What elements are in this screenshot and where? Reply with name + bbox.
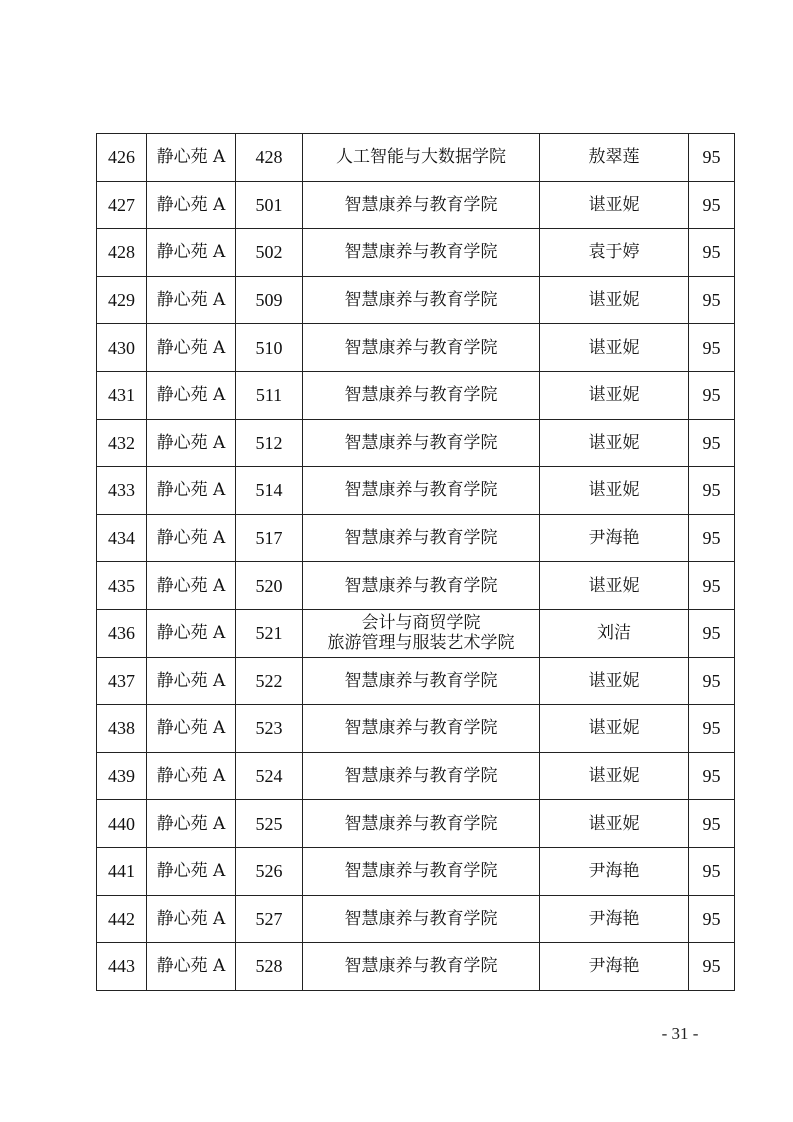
- college-name: 智慧康养与教育学院: [344, 337, 498, 358]
- table-row: [97, 657, 735, 705]
- room-number-cell: 527: [236, 895, 303, 943]
- row-number-cell: 438: [97, 705, 147, 753]
- room-number-cell: 509: [236, 276, 303, 324]
- score-cell: 95: [689, 562, 735, 610]
- row-number-cell: 426: [97, 134, 147, 182]
- college-cell: [303, 847, 540, 895]
- room-number-cell: 523: [236, 705, 303, 753]
- room-number-cell: 528: [236, 943, 303, 991]
- score-cell: 95: [689, 943, 735, 991]
- row-number-cell: 443: [97, 943, 147, 991]
- score-cell: 95: [689, 181, 735, 229]
- teacher-cell: 尹海艳: [540, 895, 689, 943]
- teacher-cell: 谌亚妮: [540, 419, 689, 467]
- row-number-cell: 439: [97, 752, 147, 800]
- college-name: 智慧康养与教育学院: [344, 385, 498, 406]
- row-number-cell: 430: [97, 324, 147, 372]
- table-row: [97, 371, 735, 419]
- college-name: 智慧康养与教育学院: [344, 813, 498, 834]
- table-row: [97, 847, 735, 895]
- score-cell: 95: [689, 276, 735, 324]
- score-cell: 95: [689, 229, 735, 277]
- college-cell: [303, 752, 540, 800]
- room-number-cell: 510: [236, 324, 303, 372]
- score-cell: 95: [689, 657, 735, 705]
- college-name: 智慧康养与教育学院: [344, 290, 498, 311]
- room-number-cell: 524: [236, 752, 303, 800]
- row-number-cell: 428: [97, 229, 147, 277]
- college-cell: [303, 562, 540, 610]
- table-row: [97, 562, 735, 610]
- score-cell: 95: [689, 134, 735, 182]
- building-cell: 静心苑 A: [147, 705, 236, 753]
- teacher-cell: 尹海艳: [540, 943, 689, 991]
- building-cell: 静心苑 A: [147, 324, 236, 372]
- college-name: 旅游管理与服装艺术学院: [327, 633, 515, 654]
- row-number-cell: 440: [97, 800, 147, 848]
- building-cell: 静心苑 A: [147, 609, 236, 657]
- teacher-cell: 谌亚妮: [540, 467, 689, 515]
- table-row: [97, 800, 735, 848]
- room-number-cell: 521: [236, 609, 303, 657]
- table-body: [97, 134, 735, 991]
- room-number-cell: 501: [236, 181, 303, 229]
- building-cell: 静心苑 A: [147, 943, 236, 991]
- building-cell: 静心苑 A: [147, 514, 236, 562]
- college-cell: [303, 609, 540, 657]
- college-cell: [303, 276, 540, 324]
- score-cell: 95: [689, 324, 735, 372]
- row-number-cell: 427: [97, 181, 147, 229]
- building-cell: 静心苑 A: [147, 371, 236, 419]
- college-cell: [303, 657, 540, 705]
- score-cell: 95: [689, 467, 735, 515]
- table-row: [97, 134, 735, 182]
- score-cell: 95: [689, 895, 735, 943]
- college-cell: [303, 324, 540, 372]
- teacher-cell: 尹海艳: [540, 514, 689, 562]
- college-cell: [303, 134, 540, 182]
- table-row: [97, 419, 735, 467]
- table-row: [97, 943, 735, 991]
- college-name: 智慧康养与教育学院: [344, 575, 498, 596]
- room-number-cell: 526: [236, 847, 303, 895]
- teacher-cell: 谌亚妮: [540, 705, 689, 753]
- teacher-cell: 谌亚妮: [540, 181, 689, 229]
- teacher-cell: 谌亚妮: [540, 276, 689, 324]
- college-cell: [303, 229, 540, 277]
- college-name: 智慧康养与教育学院: [344, 194, 498, 215]
- college-name: 会计与商贸学院: [361, 613, 481, 634]
- college-cell: [303, 895, 540, 943]
- table-row: [97, 705, 735, 753]
- college-name: 智慧康养与教育学院: [344, 956, 498, 977]
- table-row: [97, 324, 735, 372]
- building-cell: 静心苑 A: [147, 181, 236, 229]
- teacher-cell: 敖翠莲: [540, 134, 689, 182]
- row-number-cell: 432: [97, 419, 147, 467]
- teacher-cell: 谌亚妮: [540, 752, 689, 800]
- room-number-cell: 514: [236, 467, 303, 515]
- building-cell: 静心苑 A: [147, 657, 236, 705]
- row-number-cell: 436: [97, 609, 147, 657]
- table-row: [97, 229, 735, 277]
- room-number-cell: 428: [236, 134, 303, 182]
- score-cell: 95: [689, 514, 735, 562]
- row-number-cell: 437: [97, 657, 147, 705]
- teacher-cell: 谌亚妮: [540, 657, 689, 705]
- college-name: 智慧康养与教育学院: [344, 861, 498, 882]
- teacher-cell: 谌亚妮: [540, 562, 689, 610]
- college-cell: [303, 800, 540, 848]
- row-number-cell: 431: [97, 371, 147, 419]
- building-cell: 静心苑 A: [147, 562, 236, 610]
- room-number-cell: 525: [236, 800, 303, 848]
- score-cell: 95: [689, 847, 735, 895]
- score-cell: 95: [689, 609, 735, 657]
- score-cell: 95: [689, 800, 735, 848]
- college-cell: [303, 419, 540, 467]
- room-number-cell: 522: [236, 657, 303, 705]
- teacher-cell: 谌亚妮: [540, 371, 689, 419]
- college-cell: [303, 467, 540, 515]
- teacher-cell: 谌亚妮: [540, 324, 689, 372]
- building-cell: 静心苑 A: [147, 419, 236, 467]
- room-number-cell: 517: [236, 514, 303, 562]
- row-number-cell: 433: [97, 467, 147, 515]
- table-row: [97, 467, 735, 515]
- score-cell: 95: [689, 705, 735, 753]
- dormitory-score-table: [96, 133, 735, 991]
- room-number-cell: 520: [236, 562, 303, 610]
- college-name: 智慧康养与教育学院: [344, 718, 498, 739]
- table-row: [97, 181, 735, 229]
- building-cell: 静心苑 A: [147, 276, 236, 324]
- room-number-cell: 502: [236, 229, 303, 277]
- college-cell: [303, 943, 540, 991]
- college-name: 智慧康养与教育学院: [344, 242, 498, 263]
- building-cell: 静心苑 A: [147, 467, 236, 515]
- room-number-cell: 511: [236, 371, 303, 419]
- row-number-cell: 429: [97, 276, 147, 324]
- college-name: 智慧康养与教育学院: [344, 766, 498, 787]
- page-number: - 31 -: [661, 1024, 699, 1043]
- college-cell: [303, 705, 540, 753]
- college-cell: [303, 371, 540, 419]
- score-cell: 95: [689, 371, 735, 419]
- college-name: 人工智能与大数据学院: [336, 147, 506, 168]
- table-row: [97, 276, 735, 324]
- college-cell: [303, 181, 540, 229]
- row-number-cell: 442: [97, 895, 147, 943]
- table-row: [97, 895, 735, 943]
- college-name: 智慧康养与教育学院: [344, 432, 498, 453]
- college-name: 智慧康养与教育学院: [344, 528, 498, 549]
- teacher-cell: 袁于婷: [540, 229, 689, 277]
- college-cell: [303, 514, 540, 562]
- table-row: [97, 752, 735, 800]
- row-number-cell: 435: [97, 562, 147, 610]
- table-row: [97, 514, 735, 562]
- teacher-cell: 刘洁: [540, 609, 689, 657]
- building-cell: 静心苑 A: [147, 847, 236, 895]
- score-cell: 95: [689, 419, 735, 467]
- college-name: 智慧康养与教育学院: [344, 908, 498, 929]
- score-cell: 95: [689, 752, 735, 800]
- teacher-cell: 尹海艳: [540, 847, 689, 895]
- row-number-cell: 434: [97, 514, 147, 562]
- college-name: 智慧康养与教育学院: [344, 480, 498, 501]
- building-cell: 静心苑 A: [147, 800, 236, 848]
- table-row: [97, 609, 735, 657]
- building-cell: 静心苑 A: [147, 229, 236, 277]
- building-cell: 静心苑 A: [147, 134, 236, 182]
- room-number-cell: 512: [236, 419, 303, 467]
- row-number-cell: 441: [97, 847, 147, 895]
- teacher-cell: 谌亚妮: [540, 800, 689, 848]
- building-cell: 静心苑 A: [147, 895, 236, 943]
- building-cell: 静心苑 A: [147, 752, 236, 800]
- college-name: 智慧康养与教育学院: [344, 670, 498, 691]
